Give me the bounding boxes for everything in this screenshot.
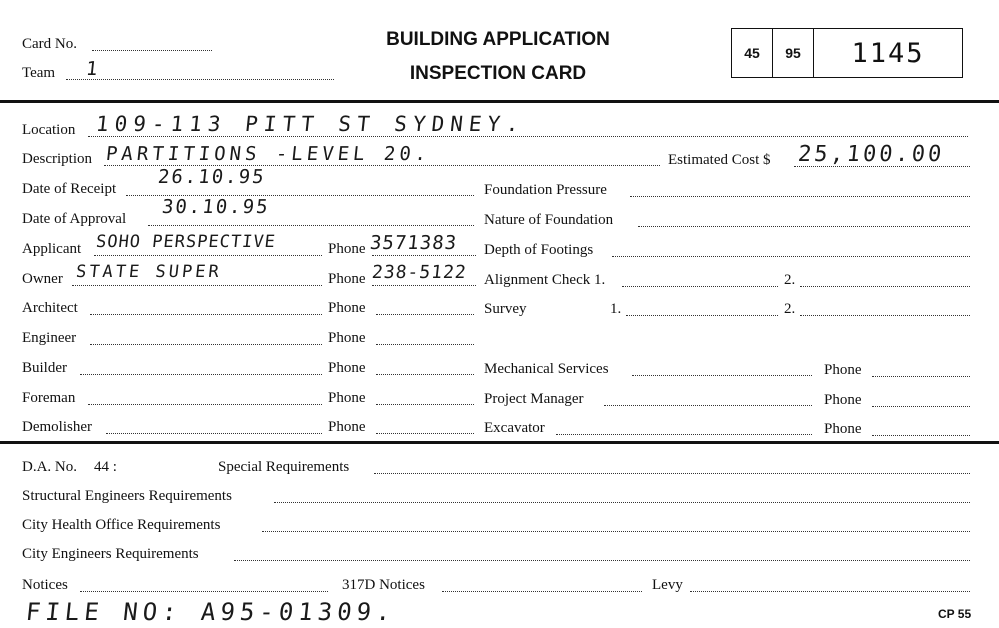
owner-phone-field[interactable]: [372, 285, 476, 286]
city-engineers-requirements-field[interactable]: [234, 560, 970, 561]
health-requirements-field[interactable]: [262, 531, 970, 532]
excavator-phone-label: Phone: [824, 421, 862, 437]
city-engineers-requirements-label: City Engineers Requirements: [22, 546, 199, 562]
architect-field[interactable]: [90, 314, 322, 315]
survey-1-field[interactable]: [626, 315, 778, 316]
project-manager-field[interactable]: [604, 405, 812, 406]
survey-label: Survey: [484, 301, 527, 317]
survey-2-label: 2.: [784, 301, 796, 317]
card-no-field[interactable]: [92, 50, 212, 51]
date-of-receipt-label: Date of Receipt: [22, 181, 117, 197]
applicant-field[interactable]: [94, 255, 322, 256]
special-requirements-label: Special Requirements: [218, 459, 350, 475]
builder-phone-label: Phone: [328, 360, 366, 376]
description-label: Description: [22, 151, 92, 167]
mechanical-services-phone-label: Phone: [824, 362, 862, 378]
project-manager-phone-field[interactable]: [872, 406, 970, 407]
foreman-label: Foreman: [22, 390, 76, 406]
demolisher-phone-field[interactable]: [376, 433, 474, 434]
levy-label: Levy: [652, 577, 683, 593]
applicant-phone-field[interactable]: [372, 255, 476, 256]
excavator-label: Excavator: [484, 420, 545, 436]
engineer-field[interactable]: [90, 344, 322, 345]
applicant-value: SOHO PERSPECTIVE: [94, 232, 277, 252]
file-number: FILE NO: A95-01309.: [24, 598, 398, 626]
special-requirements-field[interactable]: [374, 473, 970, 474]
excavator-field[interactable]: [556, 434, 812, 435]
estimated-cost-value: 25,100.00: [796, 142, 946, 167]
estimated-cost-label: Estimated Cost $: [668, 152, 771, 168]
foreman-field[interactable]: [88, 404, 322, 405]
health-requirements-label: City Health Office Requirements: [22, 517, 221, 533]
alignment-check-1-field[interactable]: [622, 286, 778, 287]
builder-label: Builder: [22, 360, 67, 376]
location-value: 109-113 PITT ST SYDNEY.: [94, 112, 527, 136]
project-manager-label: Project Manager: [484, 391, 584, 407]
survey-1-label: 1.: [610, 301, 622, 317]
applicant-phone-value: 3571383: [368, 232, 459, 254]
builder-phone-field[interactable]: [376, 374, 474, 375]
location-field[interactable]: [88, 136, 968, 137]
depth-of-footings-field[interactable]: [612, 256, 970, 257]
owner-phone-label: Phone: [328, 271, 366, 287]
structural-requirements-field[interactable]: [274, 502, 970, 503]
form-title: BUILDING APPLICATION: [386, 29, 610, 50]
demolisher-field[interactable]: [106, 433, 322, 434]
engineer-phone-label: Phone: [328, 330, 366, 346]
owner-phone-value: 238-5122: [370, 262, 468, 283]
notices-317d-field[interactable]: [442, 591, 642, 592]
levy-field[interactable]: [690, 591, 970, 592]
section-divider: [0, 441, 999, 444]
engineer-label: Engineer: [22, 330, 77, 346]
da-no-value: 44 :: [94, 459, 117, 475]
date-of-receipt-value: 26.10.95: [156, 166, 267, 188]
mechanical-services-label: Mechanical Services: [484, 361, 609, 377]
architect-label: Architect: [22, 300, 78, 316]
form-code: CP 55: [938, 607, 972, 621]
excavator-phone-field[interactable]: [872, 435, 970, 436]
demolisher-phone-label: Phone: [328, 419, 366, 435]
alignment-check-label: Alignment Check 1.: [484, 272, 606, 288]
da-no-label: D.A. No.: [22, 459, 77, 475]
demolisher-label: Demolisher: [22, 419, 92, 435]
foreman-phone-field[interactable]: [376, 404, 474, 405]
foreman-phone-label: Phone: [328, 390, 366, 406]
structural-requirements-label: Structural Engineers Requirements: [22, 488, 232, 504]
owner-label: Owner: [22, 271, 63, 287]
form-subtitle: INSPECTION CARD: [409, 63, 587, 84]
depth-of-footings-label: Depth of Footings: [484, 242, 594, 258]
alignment-check-2-field[interactable]: [800, 286, 970, 287]
header-divider: [0, 100, 999, 103]
notices-label: Notices: [22, 577, 68, 593]
card-code-box: [731, 28, 963, 78]
foundation-pressure-field[interactable]: [630, 196, 970, 197]
team-value: 1: [84, 58, 101, 80]
location-label: Location: [22, 122, 76, 138]
mechanical-services-phone-field[interactable]: [872, 376, 970, 377]
date-of-approval-label: Date of Approval: [22, 211, 127, 227]
architect-phone-field[interactable]: [376, 314, 474, 315]
architect-phone-label: Phone: [328, 300, 366, 316]
alignment-check-2-label: 2.: [784, 272, 796, 288]
applicant-label: Applicant: [22, 241, 82, 257]
nature-of-foundation-field[interactable]: [638, 226, 970, 227]
mechanical-services-field[interactable]: [632, 375, 812, 376]
date-of-approval-field[interactable]: [148, 225, 474, 226]
date-of-approval-value: 30.10.95: [160, 196, 271, 218]
builder-field[interactable]: [80, 374, 322, 375]
card-number: 1145: [851, 37, 925, 69]
foundation-pressure-label: Foundation Pressure: [484, 182, 607, 198]
team-field[interactable]: [66, 79, 334, 80]
survey-2-field[interactable]: [800, 315, 970, 316]
engineer-phone-field[interactable]: [376, 344, 474, 345]
owner-field[interactable]: [72, 285, 322, 286]
team-label: Team: [22, 65, 56, 81]
applicant-phone-label: Phone: [328, 241, 366, 257]
card-no-label: Card No.: [22, 36, 77, 52]
project-manager-phone-label: Phone: [824, 392, 862, 408]
description-value: PARTITIONS -LEVEL 20.: [104, 143, 432, 165]
notices-field[interactable]: [80, 591, 328, 592]
owner-value: STATE SUPER: [74, 262, 223, 282]
notices-317d-label: 317D Notices: [342, 577, 425, 593]
code-b: 95: [773, 29, 814, 77]
nature-of-foundation-label: Nature of Foundation: [484, 212, 614, 228]
code-a: 45: [732, 29, 773, 77]
